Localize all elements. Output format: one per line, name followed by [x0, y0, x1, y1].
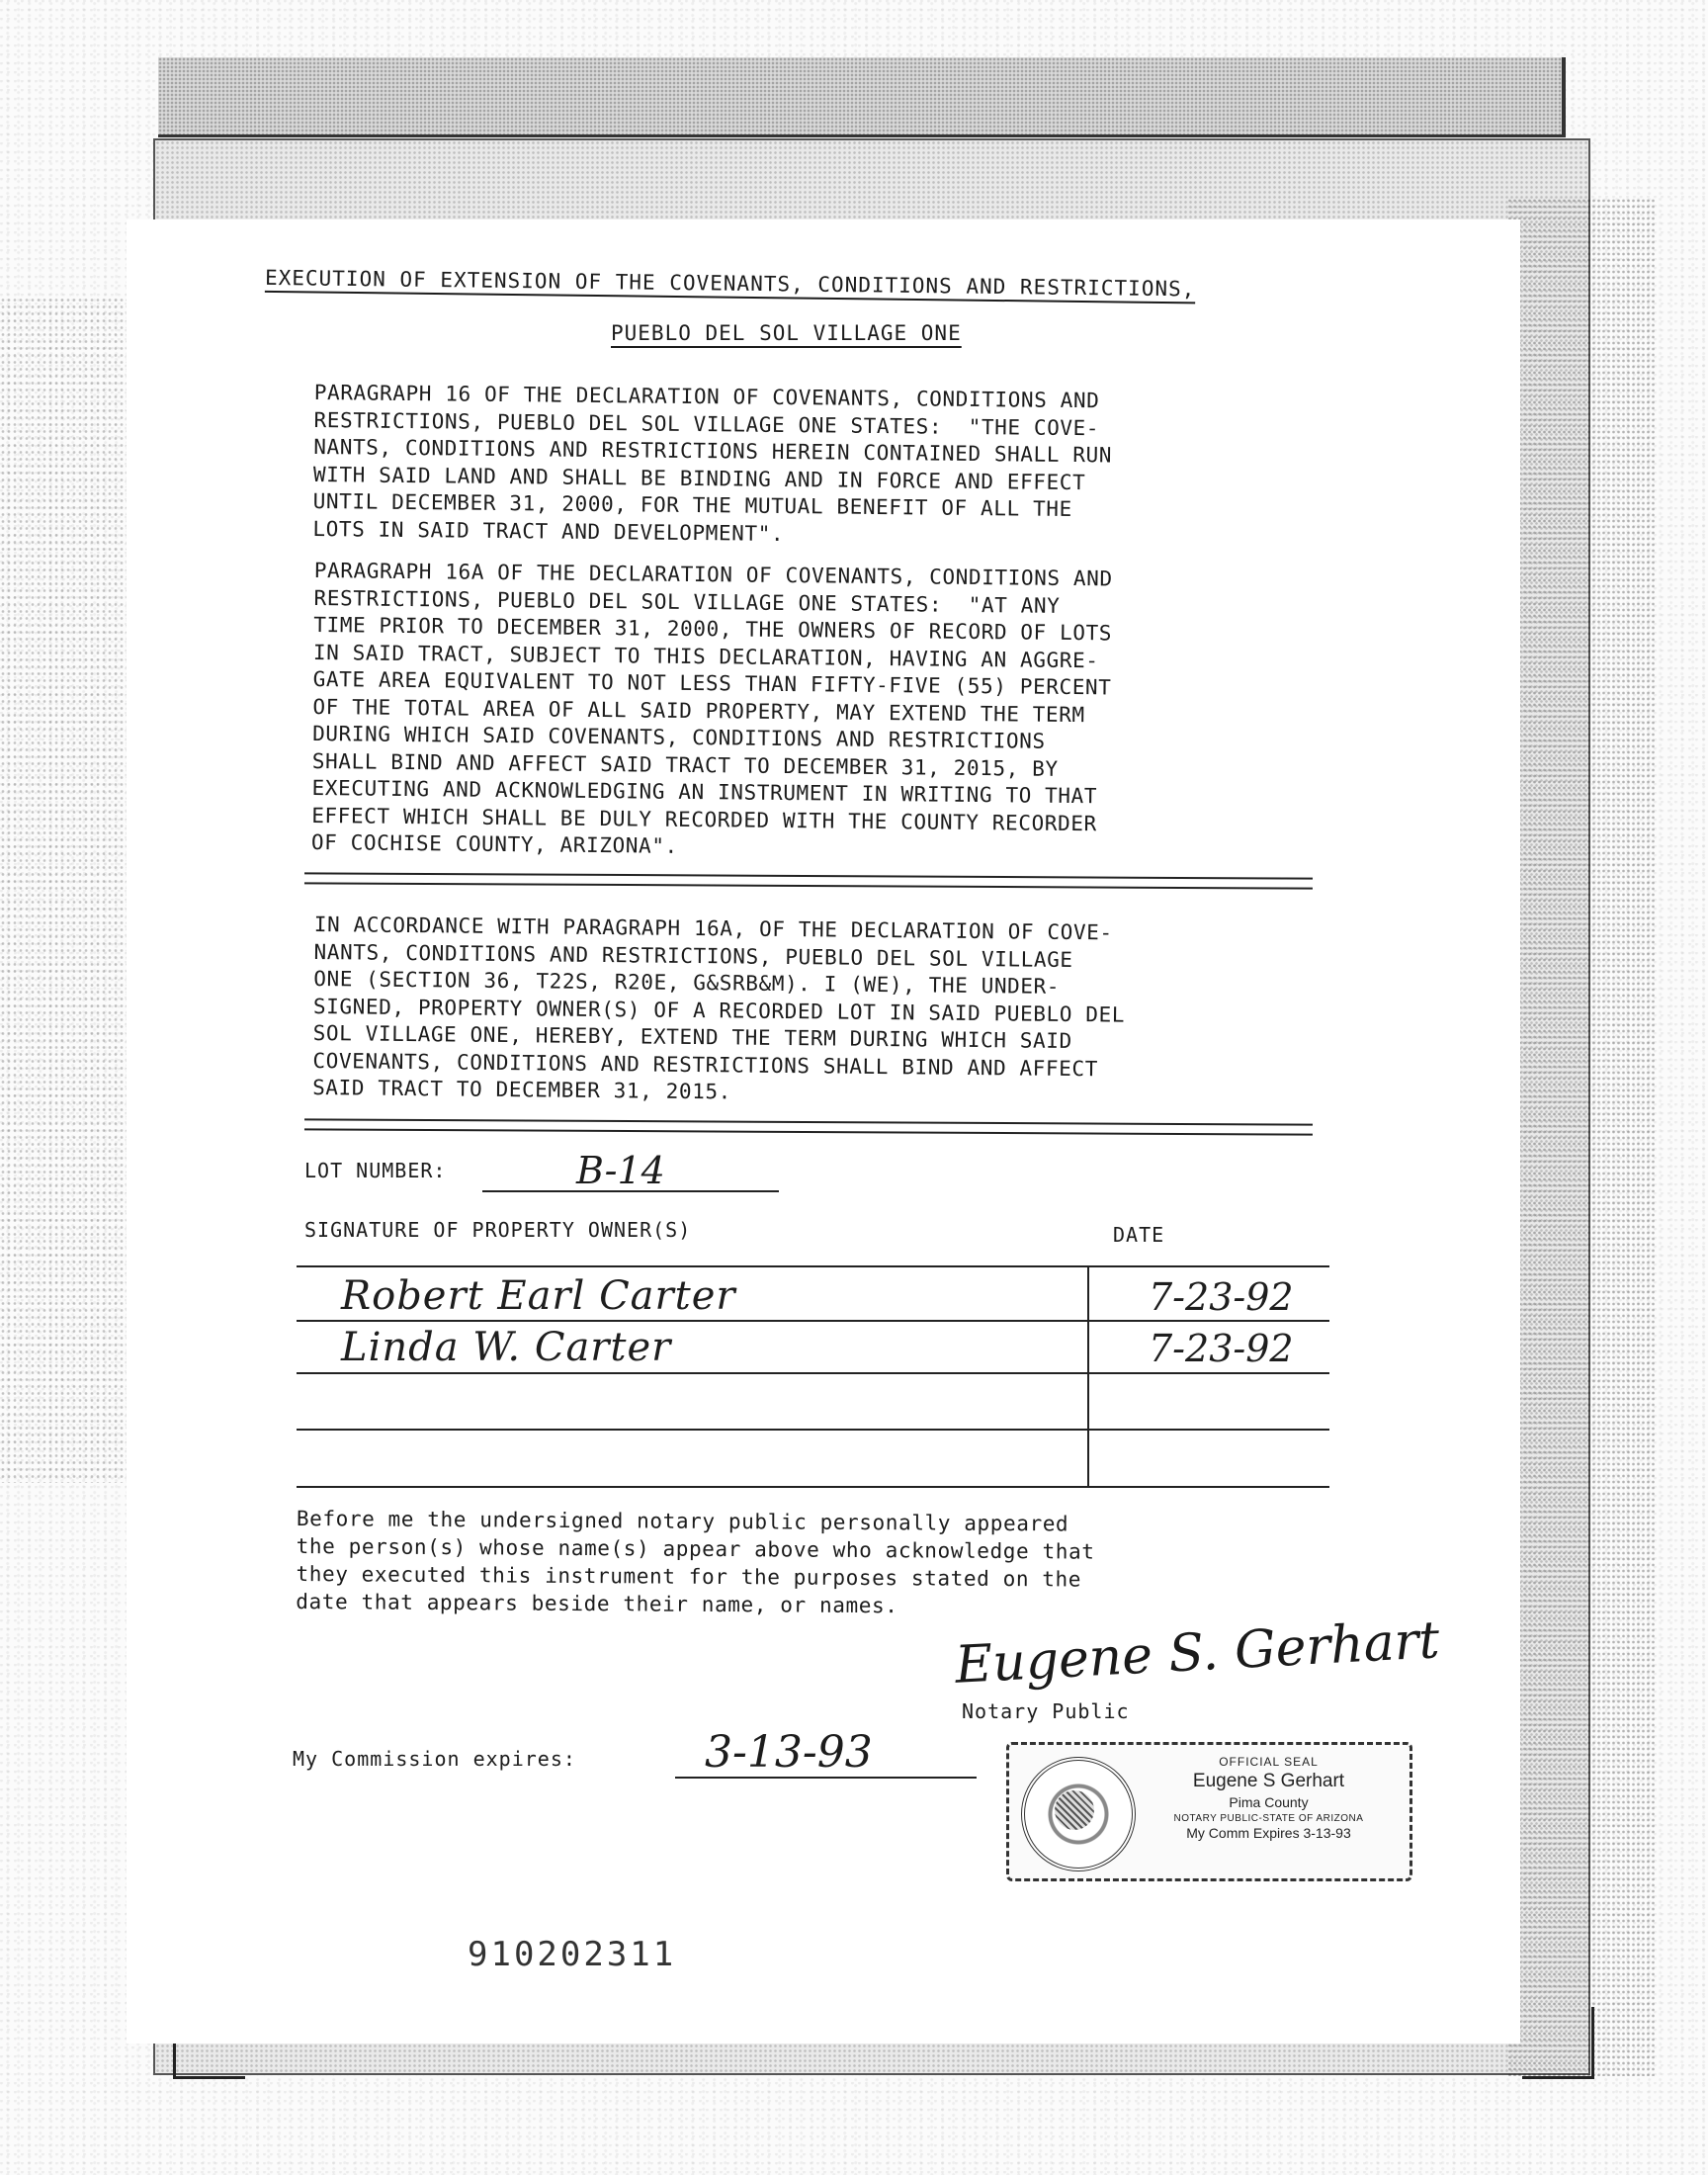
signature-date: 7-23-92	[1149, 1327, 1294, 1370]
paragraph-16a: PARAGRAPH 16A OF THE DECLARATION OF COVENANTS, CONDITIONS AND RESTRICTIONS, PUEBLO DEL SOL VILLAGE ONE STATES: "AT ANY TIME PRIOR TO DECEMBER 31, 2000, THE OWNERS OF RECORD OF LOTS IN SAID TRACT, SUBJECT TO THIS DECLARATION, HAVING AN AGGRE- GATE AREA EQUIVALENT TO NOT LESS THAN FIFTY-FIVE (55) PERCENT OF THE TOTAL AREA OF ALL SAID PROPERTY, MAY EXTEND THE TERM DURING WHICH SAID COVENANTS, CONDITIONS AND RESTRICTIONS SHALL BIND AND AFFECT SAID TRACT TO DECEMBER 31, 2015, BY EXECUTING AND ACKNOWLEDGING AN INSTRUMENT IN WRITING TO THAT EFFECT WHICH SHALL BE DULY RECORDED WITH THE COUNTY RECORDER OF COCHISE COUNTY, ARIZONA".	[310, 558, 1113, 858]
signature-label: SIGNATURE OF PROPERTY OWNER(S)	[304, 1218, 692, 1242]
notary-acknowledgement: Before me the undersigned notary public personally appeared the person(s) whose name(s) appear above who acknowledge that they executed this instrument for the purposes stated on the date that appears beside their name, or names.	[296, 1507, 1095, 1618]
corner-mark-right	[1522, 2007, 1594, 2079]
notary-signature: Eugene S. Gerhart	[953, 1610, 1441, 1696]
notary-label: Notary Public	[962, 1699, 1130, 1723]
document-subtitle: PUEBLO DEL SOL VILLAGE ONE	[611, 321, 962, 345]
signature-row	[297, 1271, 1329, 1321]
seal-heading: OFFICIAL SEAL	[1219, 1755, 1319, 1769]
owner-signature: Linda W. Carter	[341, 1325, 672, 1370]
table-rule	[297, 1486, 1329, 1488]
date-label: DATE	[1113, 1223, 1165, 1247]
separator-rule	[304, 1118, 1313, 1135]
commission-label: My Commission expires:	[293, 1747, 576, 1771]
signature-row	[297, 1323, 1329, 1372]
lot-number-label: LOT NUMBER:	[304, 1159, 447, 1182]
seal-text	[1138, 1755, 1400, 1841]
paragraph-16: PARAGRAPH 16 OF THE DECLARATION OF COVENANTS, CONDITIONS AND RESTRICTIONS, PUEBLO DEL SOL VILLAGE ONE STATES: "THE COVE- NANTS, CONDITIONS AND RESTRICTIONS HEREIN CONTAINED SHALL RUN WITH SAID LAND AND SHALL BE BINDING AND IN FORCE AND EFFECT UNTIL DECEMBER 31, 2000, FOR THE MUTUAL BENEFIT OF ALL THE LOTS IN SAID TRACT AND DEVELOPMENT".	[312, 380, 1113, 546]
document-number: 910202311	[468, 1935, 677, 1974]
lot-number-value: B-14	[576, 1149, 665, 1192]
table-rule	[297, 1265, 1329, 1267]
seal-state: NOTARY PUBLIC-STATE OF ARIZONA	[1173, 1813, 1364, 1824]
signature-table	[297, 1265, 1329, 1488]
table-rule	[297, 1372, 1329, 1374]
scan-noise-left	[0, 297, 128, 1483]
signature-date: 7-23-92	[1149, 1275, 1294, 1319]
separator-rule	[304, 872, 1313, 889]
top-sheet-edge	[158, 57, 1566, 137]
owner-signature: Robert Earl Carter	[341, 1273, 736, 1319]
seal-name: Eugene S Gerhart	[1192, 1771, 1345, 1791]
official-seal-stamp	[1006, 1742, 1412, 1881]
scan-noise-right	[1507, 198, 1656, 2076]
seal-emblem-center	[1055, 1790, 1094, 1830]
arizona-seal-icon	[1021, 1757, 1136, 1871]
document-title: EXECUTION OF EXTENSION OF THE COVENANTS, CONDITIONS AND RESTRICTIONS,	[264, 265, 1196, 302]
commission-value: 3-13-93	[705, 1727, 873, 1778]
document-page	[127, 219, 1520, 2044]
table-rule	[297, 1429, 1329, 1431]
seal-expiry: My Comm Expires 3-13-93	[1186, 1825, 1351, 1841]
extension-statement: IN ACCORDANCE WITH PARAGRAPH 16A, OF THE DECLARATION OF COVE- NANTS, CONDITIONS AND RESTRICTIONS, PUEBLO DEL SOL VILLAGE ONE (SECTION 36, T22S, R20E, G&SRB&M). I (WE), THE UNDER- SIGNED, PROPERTY OWNER(S) OF A RECORDED LOT IN SAID PUEBLO DEL SOL VILLAGE ONE, HEREBY, EXTEND THE TERM DURING WHICH SAID COVENANTS, CONDITIONS AND RESTRICTIONS SHALL BIND AND AFFECT SAID TRACT TO DECEMBER 31, 2015.	[312, 912, 1126, 1104]
seal-county: Pima County	[1229, 1794, 1309, 1810]
